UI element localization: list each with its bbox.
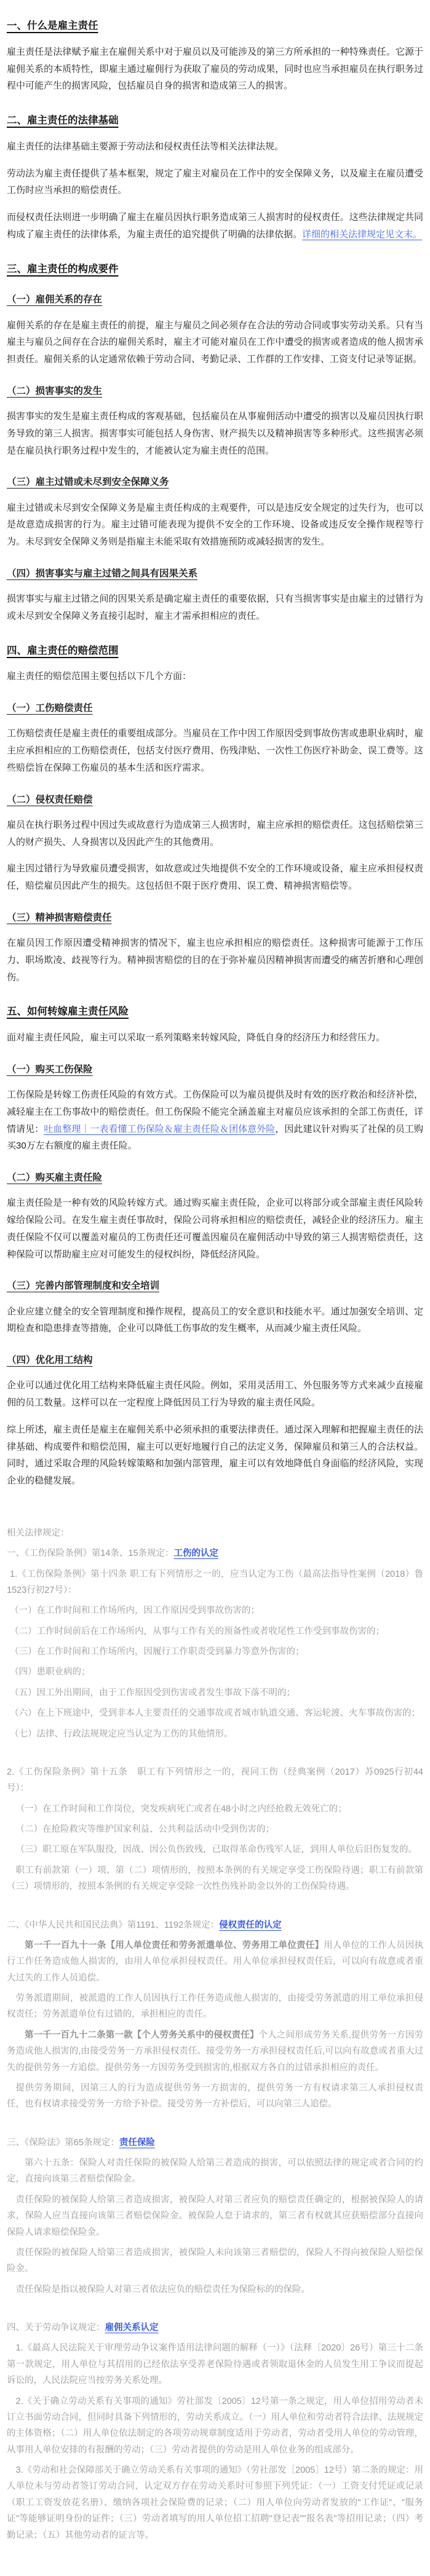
paragraph: [7, 1377, 423, 1412]
section-4-1-heading: [7, 701, 423, 715]
text-run: ，因此建议针对购买了社保的员工购买30万左右额度的雇主责任险。: [7, 1123, 423, 1152]
text-run: 综上所述，雇主责任是雇主在雇佣关系中必须承担的重要法律责任。通过深入理解和把握雇主责任的法律基础、构成要件和赔偿范围，雇主可以更好地履行自己的法定义务，保障雇员和第三人的合法权益。同时，通过采取合理的风险转嫁策略和加强内部管理，雇主可以有效地降低自身面临的经济风险，实现企业的稳健发展。: [7, 1424, 423, 1486]
paragraph: [7, 1917, 423, 1933]
paragraph: [7, 2080, 423, 2113]
section-5-3-heading: [7, 1279, 423, 1293]
law-article-title: 第一千一百九十二条第一款【个人劳务关系中的侵权责任】: [25, 2030, 259, 2040]
text-run: 第六十五条：保险人对责任保险的被保险人给第三者造成的损害，可以依照法律的规定或者合同的约定，直接向该第三者赔偿保险金。: [7, 2158, 423, 2185]
text-run: （二）购买雇主责任险: [7, 1172, 103, 1183]
text-run: （二）损害事实的发生: [7, 385, 103, 396]
paragraph: [7, 1545, 423, 1561]
paragraph: [7, 2027, 423, 2076]
text-run: 损害事实与雇主过错之间的因果关系是确定雇主责任的重要依据，只有当损害事实是由雇主的过错行为或未尽到安全保障义务直接引起时，雇主才需承担相应的责任。: [7, 594, 423, 621]
text-run: 三、《保险法》第65条规定：: [7, 2137, 119, 2148]
text-run: （一）购买工伤保险: [7, 1064, 93, 1075]
text-run: 雇主过错或未尽到安全保障义务是雇主责任构成的主观要件，可以是违反安全规定的过失行为，也可以是故意造成损害的行为。雇主过错可能表现为提供不安全的工作环境、设备或违反安全操作规程等行为。未尽到安全保障义务则是指雇主未能采取有效措施预防或减轻损害的发生。: [7, 502, 423, 547]
text-run: 2.《工伤保险条例》第十五条 职工有下列情形之一的，视同工伤（经典案例（2017）苏0925行初44号）：: [7, 1767, 423, 1794]
paragraph: [7, 1086, 423, 1155]
link-liability-insurance[interactable]: 责任保险: [119, 2137, 155, 2148]
text-run: 面对雇主责任风险，雇主可以采取一系列策略来转嫁风险，降低自身的经济压力和经营压力。: [7, 1032, 386, 1043]
text-run: 而侵权责任法则进一步明确了雇主在雇员因执行职务造成第三人损害时的侵权责任。这些法律规定共同构成了雇主责任的法律体系，为雇主责任的追究提供了明确的法律依据。: [7, 212, 423, 240]
text-run: （二）在抢险救灾等维护国家利益、公共利益活动中受到伤害的；: [15, 1824, 274, 1834]
paragraph: [7, 209, 423, 243]
paragraph: [7, 1421, 423, 1490]
paragraph: [7, 1821, 423, 1837]
paragraph: [7, 317, 423, 368]
text-run: 雇主责任的赔偿范围主要包括以下几个方面：: [7, 671, 192, 682]
text-run: 工伤赔偿责任是雇主责任的重要组成部分。当雇员在工作中因工作原因受到事故伤害或患职业病时，雇主应承担相应的工伤赔偿责任，包括支付医疗费用、伤残津贴、一次性工伤医疗补助金、误工费等。这些赔偿旨在保障工伤雇员的基本生活和医疗需求。: [7, 728, 423, 773]
paragraph: [7, 44, 423, 95]
section-4-3-heading: [7, 911, 423, 925]
text-run: （一）在工作时间和工作场所内，因工作原因受到事故伤害的；: [10, 1606, 260, 1616]
text-run: 五、如何转嫁雇主责任风险: [7, 1006, 129, 1018]
text-run: 雇佣关系的存在是雇主责任的前提，雇主与雇员之间必须存在合法的劳动合同或事实劳动关系。只有当雇主与雇员之间存在合法的雇佣关系时，雇主才可能对雇员在工作中遭受的损害或者造成的他人损害承担责任。雇佣关系的认定通常依赖于劳动合同、考勤记录、工作群的工作安排、工资支付记录等证据。: [7, 320, 423, 364]
section-3-3-heading: [7, 475, 423, 489]
section-5-heading: [7, 1004, 423, 1019]
paragraph: [7, 1764, 423, 1797]
paragraph: [7, 1801, 423, 1817]
paragraph: [7, 2462, 423, 2543]
paragraph: [7, 1195, 423, 1263]
paragraph: [7, 408, 423, 459]
paragraph: [7, 817, 423, 851]
text-run: （三）雇主过错或未尽到安全保障义务: [7, 477, 169, 488]
section-4-heading: [7, 643, 423, 659]
section-4-2-heading: [7, 793, 423, 807]
link-tort-liability-determination[interactable]: 侵权责任的认定: [219, 1920, 282, 1930]
section-2-heading: [7, 113, 423, 128]
text-run: 相关法律规定：: [7, 1528, 70, 1538]
paragraph: [7, 1644, 423, 1660]
text-run: （一）工伤赔偿责任: [7, 703, 93, 713]
link-employment-relation-determination[interactable]: 雇佣关系认定: [105, 2323, 159, 2333]
text-run: 职工有前款第（一）项、第（二）项情形的，按照本条例的有关规定享受工伤保险待遇；职工有前款第（三）项情形的，按照本条例的有关规定享受除一次性伤残补助金以外的工伤保险待遇。: [7, 1865, 423, 1892]
text-run: 二、雇主责任的法律基础: [7, 115, 119, 126]
paragraph: [7, 2320, 423, 2336]
text-run: 一、《工伤保险条例》第14条、15条规定：: [7, 1549, 174, 1559]
text-run: 责任保险是指以被保险人对第三者依法应负的赔偿责任为保险标的的保险。: [15, 2284, 310, 2295]
paragraph: [7, 1726, 423, 1742]
law-article-title: 第一千一百九十一条【用人单位责任和劳务派遣单位、劳务用工单位责任】: [25, 1940, 324, 1950]
paragraph: [7, 860, 423, 895]
paragraph: [7, 500, 423, 551]
text-run: 工伤保险是转嫁工伤责任风险的有效方式。工伤保险可以为雇员提供及时有效的医疗救治和经济补偿，减轻雇主在工伤事故中的赔偿责任。但工伤保险不能完全涵盖雇主对雇员应该承担的全部工伤责任，详情请见：: [7, 1090, 423, 1134]
paragraph: [7, 1990, 423, 2023]
paragraph: [7, 2282, 423, 2298]
text-run: 用人单位的工作人员因执行工作任务造成他人损害的，由用人单位承担侵权责任。用人单位承担侵权责任后，可以向有故意或者重大过失的工作人员追偿。: [7, 1940, 423, 1983]
text-run: 劳务派遣期间，被派遣的工作人员因执行工作任务造成他人损害的，由接受劳务派遣的用工单位承担侵权责任；劳务派遣单位有过错的，承担相应的责任。: [7, 1993, 423, 2020]
paragraph: [7, 165, 423, 200]
text-run: （五）因工外出期间，由于工作原因受到伤害或者发生事故下落不明的；: [10, 1687, 296, 1698]
text-run: （一）雇佣关系的存在: [7, 294, 103, 305]
paragraph: [7, 725, 423, 776]
section-3-1-heading: [7, 293, 423, 307]
text-run: 四、关于劳动争议规定：: [7, 2323, 105, 2333]
paragraph: [7, 1705, 423, 1721]
text-run: （四）患职业病的；: [10, 1667, 90, 1678]
section-3-4-heading: [7, 567, 423, 581]
text-run: （七）法律、行政法规规定应当认定为工伤的其他情形。: [10, 1729, 233, 1739]
paragraph: [7, 138, 423, 155]
text-run: 二、《中华人民共和国民法典》第1191、1192条规定：: [7, 1920, 220, 1930]
paragraph: [7, 1303, 423, 1338]
text-run: 企业应建立健全的安全管理制度和操作规程，提高员工的安全意识和技能水平。通过加强安全培训、定期检查和隐患排查等措施，企业可以降低工伤事故的发生概率，从而减少雇主责任风险。: [7, 1306, 423, 1334]
text-run: （三）在工作时间和工作场所内，因履行工作职责受到暴力等意外伤害的；: [10, 1647, 305, 1657]
paragraph: [7, 2245, 423, 2277]
text-run: （四）优化用工结构: [7, 1355, 93, 1365]
text-run: 1.《最高人民法院关于审理劳动争议案件适用法律问题的解释（一）》（法释〔2020〕26号）第三十二条第一款规定，用人单位与其招用的已经依法享受养老保险待遇或者领取退休金的人员发生用工争议而提起诉讼的，人民法院应当按劳务关系处理。: [7, 2343, 423, 2386]
paragraph: [7, 2135, 423, 2151]
text-run: 劳动法为雇主责任提供了基本框架，规定了雇主对雇员在工作中的安全保障义务，以及雇主在雇员遭受工伤时应当承担的赔偿责任。: [7, 168, 423, 196]
paragraph: [7, 2155, 423, 2188]
legal-notes-title: [7, 1525, 423, 1541]
text-run: 四、雇主责任的赔偿范围: [7, 645, 119, 656]
text-run: 雇主责任险是一种有效的风险转嫁方式。通过购买雇主责任险，企业可以将部分或全部雇主责任风险转嫁给保险公司。在发生雇主责任事故时，保险公司将承担相应的赔偿责任，减轻企业的经济压力。雇主责任保险不仅可以覆盖对雇员的工伤责任还可覆盖因雇员在雇佣活动中导致的第三人损害赔偿责任，这种保险可以帮助雇主应对可能发生的侵权纠纷，降低经济风险。: [7, 1198, 423, 1260]
text-run: 企业可以通过优化用工结构来降低雇主责任风险。例如，采用灵活用工、外包服务等方式来减少直接雇佣的员工数量。这样可以在一定程度上降低因员工行为导致的雇主责任风险。: [7, 1380, 423, 1408]
text-run: 一、什么是雇主责任: [7, 20, 98, 31]
paragraph: [7, 935, 423, 986]
text-run: （三）职工原在军队服役，因战、因公负伤致残，已取得革命伤残军人证，到用人单位后旧伤复发的。: [15, 1845, 417, 1855]
section-5-1-heading: [7, 1062, 423, 1077]
text-run: 损害事实的发生是雇主责任构成的客观基础，包括雇员在从事雇佣活动中遭受的损害以及雇员因执行职务导致的第三人损害。损害事实可能包括人身伤害、财产损失以及精神损害等多种形式。这些损害必须是在雇员执行职务过程中发生的，才能被认定为雇主责任的范围。: [7, 411, 423, 456]
paragraph: [7, 2340, 423, 2389]
section-3-2-heading: [7, 384, 423, 398]
paragraph: [7, 1624, 423, 1639]
text-run: （二）侵权责任赔偿: [7, 794, 93, 805]
text-run: 个人之间形成劳务关系,提供劳务一方因劳务造成他人损害的,由接受劳务一方承担侵权责任。接受劳务一方承担侵权责任后,可以向有故意或者重大过失的提供劳务一方追偿。提供劳务一方因劳务受到损害的,根据双方各自的过错承担相应的责任。: [7, 2030, 423, 2073]
section-1-heading: [7, 18, 423, 34]
text-run: 雇主因过错行为导致雇员遭受损害，如故意或过失地提供不安全的工作环境或设备，雇主应承担侵权责任，赔偿雇员因此产生的损失。这包括但不限于医疗费用、误工费、精神损害赔偿等。: [7, 863, 423, 891]
text-run: 雇主责任的法律基础主要源于劳动法和侵权责任法等相关法律法规。: [7, 141, 284, 152]
text-run: （四）损害事实与雇主过错之间具有因果关系: [7, 568, 198, 579]
paragraph: [7, 591, 423, 625]
text-run: 3.《劳动和社会保障部关于确立劳动关系有关事项的通知》（劳社部发［2005］12号）第二条的规定：用人单位未与劳动者签订劳动合同，认定双方存在劳动关系时可参照下列凭证：（一）工资支付凭证或记录（职工工资发放花名册）、缴纳各项社会保险费的记录；（二）用人单位向劳动者发放的"工作证"、"服务证"等能够证明身份的证件；（三）劳动者填写的用人单位招工招聘"登记表""报名表"等招用记录；（四）考勤记录；（五）其他劳动者的证言等。: [7, 2465, 423, 2540]
paragraph: [7, 1842, 423, 1858]
paragraph: [7, 1664, 423, 1680]
text-run: 雇主责任是法律赋予雇主在雇佣关系中对于雇员以及可能涉及的第三方所承担的一种特殊责任。它源于雇佣关系的本质特性，即雇主通过雇佣行为获取了雇员的劳动成果，同时也应当承担雇员在执行职务过程中可能产生的损害风险，包括雇员自身的损害和造成第三人的损害。: [7, 46, 423, 92]
section-3-heading: [7, 262, 423, 277]
section-5-4-heading: [7, 1353, 423, 1367]
article-body: [7, 18, 423, 2543]
paragraph: [7, 1603, 423, 1619]
text-run: 1.《工伤保险条例》第十四条 职工有下列情形之一的，应当认定为工伤（最高法指导性案例（2018）鲁1523行初27号）：: [7, 1569, 423, 1595]
paragraph: [7, 1863, 423, 1895]
text-run: （三）完善内部管理制度和安全培训: [7, 1281, 160, 1292]
text-run: 提供劳务期间，因第三人的行为造成提供劳务一方损害的，提供劳务一方有权请求第三人承担侵权责任，也有权请求接受劳务一方给予补偿。接受劳务一方补偿后，可以向第三人追偿。: [7, 2083, 423, 2110]
text-run: 责任保险的被保险人给第三者造成损害，被保险人未向该第三者赔偿的，保险人不得向被保险人赔偿保险金。: [7, 2247, 423, 2274]
text-run: （三）精神损害赔偿责任: [7, 912, 112, 923]
paragraph: [7, 1566, 423, 1599]
text-run: 三、雇主责任的构成要件: [7, 263, 119, 275]
text-run: 责任保险的被保险人给第三者造成损害，被保险人对第三者应负的赔偿责任确定的，根据被保险人的请求，保险人应当直接向该第三者赔偿保险金。被保险人怠于请求的，第三者有权就其应获赔偿部分直接向保险人请求赔偿保险金。: [7, 2194, 423, 2237]
text-run: （一）在工作时间和工作岗位，突发疾病死亡或者在48小时之内经抢救无效死亡的；: [15, 1804, 347, 1814]
text-run: （二）工作时间前后在工作场所内，从事与工作有关的预备性或者收尾性工作受到事故伤害的；: [10, 1626, 385, 1636]
paragraph: [7, 1029, 423, 1046]
link-work-injury-determination[interactable]: 工伤的认定: [173, 1549, 219, 1559]
link-law-details[interactable]: 详细的相关法律规定见文末。: [302, 229, 423, 240]
text-run: 雇员在执行职务过程中因过失或故意行为造成第三人损害时，雇主应承担的赔偿责任。这包括赔偿第三人的财产损失、人身损害以及因此产生的其他费用。: [7, 819, 423, 847]
paragraph: [7, 2192, 423, 2240]
paragraph: [7, 1938, 423, 1986]
link-insurance-comparison[interactable]: 吐血整理｜一表看懂工伤保险＆雇主责任险＆团体意外险: [44, 1123, 276, 1134]
text-run: 在雇员因工作原因遭受精神损害的情况下，雇主也应承担相应的赔偿责任。这种损害可能源于工作压力、职场欺凌、歧视等行为。精神损害赔偿的目的在于弥补雇员因精神损害而遭受的痛苦折磨和心理创伤。: [7, 938, 423, 983]
section-5-2-heading: [7, 1171, 423, 1185]
paragraph: [7, 2393, 423, 2459]
text-run: 2.《关于确立劳动关系有关事项的通知》劳社部发〔2005〕12号第一条之规定，用人单位招用劳动者未订立书面劳动合同，但同时具备下列情形的，劳动关系成立。（一）用人单位和劳动者符合法律、法规规定的主体资格；（二）用人单位依法制定的各项劳动规章制度适用于劳动者，劳动者受用人单位的劳动管理，从事用人单位安排的有报酬的劳动；（三）劳动者提供的劳动是用人单位业务的组成部分。: [7, 2396, 423, 2455]
text-run: （六）在上下班途中，受到非本人主要责任的交通事故或者城市轨道交通、客运轮渡、火车事故伤害的；: [10, 1708, 421, 1719]
paragraph: [7, 668, 423, 685]
paragraph: [7, 1685, 423, 1701]
